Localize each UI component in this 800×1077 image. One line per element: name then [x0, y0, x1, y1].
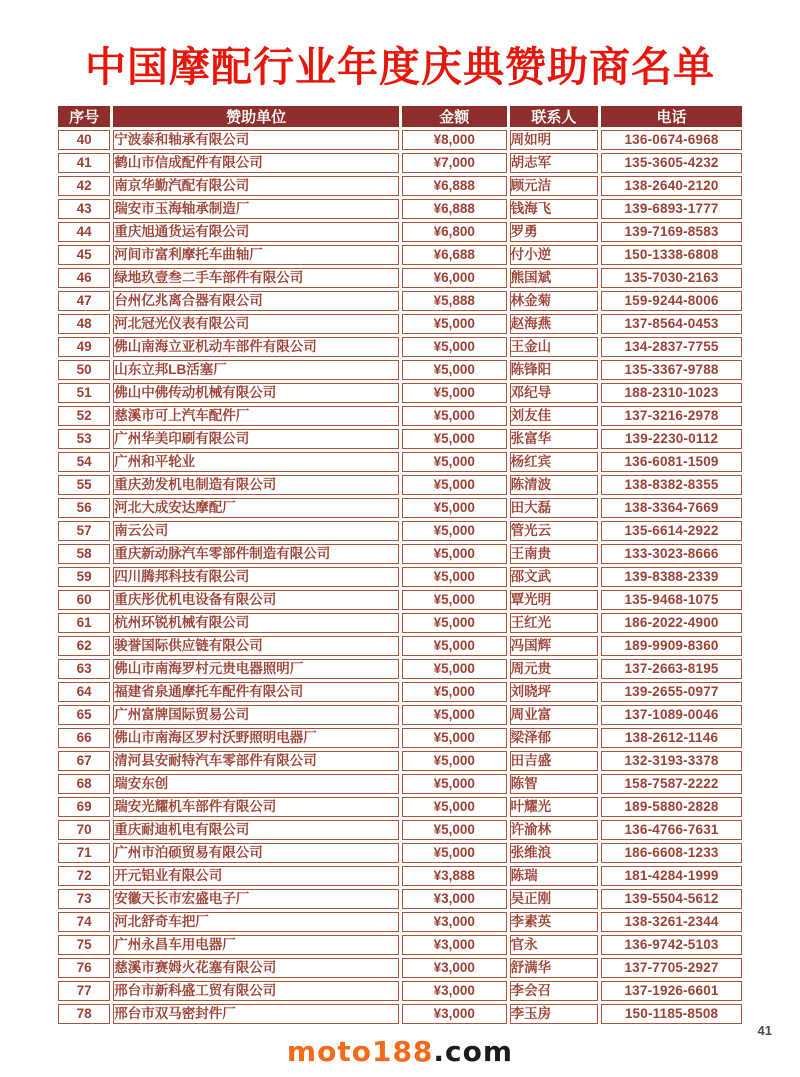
cell-contact: 叶耀光: [510, 797, 599, 817]
cell-company: 河北舒奇车把厂: [113, 912, 399, 932]
cell-company: 绿地玖壹叁二手车部件有限公司: [113, 268, 399, 288]
cell-amount: ¥3,000: [402, 935, 507, 955]
cell-phone: 137-2663-8195: [601, 659, 742, 679]
cell-contact: 罗勇: [510, 222, 599, 242]
cell-company: 慈溪市可上汽车配件厂: [113, 406, 399, 426]
sponsor-table: [55, 103, 745, 1027]
table-row: [58, 222, 742, 242]
cell-serial: 63: [58, 659, 110, 679]
cell-contact: 李玉房: [510, 1004, 599, 1024]
cell-phone: 139-2230-0112: [601, 429, 742, 449]
table-row: [58, 981, 742, 1001]
cell-amount: ¥6,888: [402, 176, 507, 196]
cell-amount: ¥5,000: [402, 406, 507, 426]
cell-amount: ¥5,000: [402, 820, 507, 840]
cell-company: 慈溪市赛姆火花塞有限公司: [113, 958, 399, 978]
cell-phone: 137-1926-6601: [601, 981, 742, 1001]
cell-contact: 周业富: [510, 705, 599, 725]
cell-company: 佛山市南海罗村元贵电器照明厂: [113, 659, 399, 679]
cell-contact: 李素英: [510, 912, 599, 932]
col-header-phone: 电话: [601, 106, 742, 127]
table-row: [58, 774, 742, 794]
cell-phone: 150-1185-8508: [601, 1004, 742, 1024]
table-row: [58, 429, 742, 449]
cell-phone: 181-4284-1999: [601, 866, 742, 886]
col-header-serial: 序号: [58, 106, 110, 127]
cell-amount: ¥5,000: [402, 314, 507, 334]
cell-contact: 熊国斌: [510, 268, 599, 288]
table-row: [58, 337, 742, 357]
cell-company: 重庆新动脉汽车零部件制造有限公司: [113, 544, 399, 564]
table-row: [58, 475, 742, 495]
cell-contact: 王金山: [510, 337, 599, 357]
cell-amount: ¥5,000: [402, 659, 507, 679]
cell-amount: ¥5,000: [402, 337, 507, 357]
cell-contact: 陈清波: [510, 475, 599, 495]
cell-amount: ¥5,000: [402, 613, 507, 633]
cell-company: 广州华美印刷有限公司: [113, 429, 399, 449]
cell-phone: 139-2655-0977: [601, 682, 742, 702]
cell-contact: 刘友佳: [510, 406, 599, 426]
cell-serial: 58: [58, 544, 110, 564]
cell-company: 瑞安东创: [113, 774, 399, 794]
cell-amount: ¥5,888: [402, 291, 507, 311]
cell-company: 杭州环锐机械有限公司: [113, 613, 399, 633]
cell-phone: 189-9909-8360: [601, 636, 742, 656]
cell-serial: 71: [58, 843, 110, 863]
cell-serial: 67: [58, 751, 110, 771]
cell-amount: ¥3,000: [402, 889, 507, 909]
cell-phone: 135-7030-2163: [601, 268, 742, 288]
cell-company: 河北冠光仪表有限公司: [113, 314, 399, 334]
cell-serial: 57: [58, 521, 110, 541]
table-row: [58, 452, 742, 472]
cell-phone: 150-1338-6808: [601, 245, 742, 265]
cell-serial: 65: [58, 705, 110, 725]
cell-phone: 136-6081-1509: [601, 452, 742, 472]
cell-company: 宁波泰和轴承有限公司: [113, 130, 399, 150]
cell-contact: 王南贵: [510, 544, 599, 564]
cell-amount: ¥3,000: [402, 912, 507, 932]
cell-amount: ¥5,000: [402, 383, 507, 403]
cell-company: 广州市泊硕贸易有限公司: [113, 843, 399, 863]
cell-amount: ¥5,000: [402, 498, 507, 518]
table-row: [58, 636, 742, 656]
cell-serial: 47: [58, 291, 110, 311]
cell-phone: 159-9244-8006: [601, 291, 742, 311]
cell-company: 重庆耐迪机电有限公司: [113, 820, 399, 840]
cell-contact: 田吉盛: [510, 751, 599, 771]
cell-phone: 138-3261-2344: [601, 912, 742, 932]
cell-contact: 刘晓坪: [510, 682, 599, 702]
cell-company: 邢台市双马密封件厂: [113, 1004, 399, 1024]
cell-contact: 钱海飞: [510, 199, 599, 219]
cell-company: 骏誉国际供应链有限公司: [113, 636, 399, 656]
cell-serial: 66: [58, 728, 110, 748]
cell-contact: 胡志军: [510, 153, 599, 173]
col-header-contact: 联系人: [510, 106, 599, 127]
table-row: [58, 176, 742, 196]
cell-contact: 付小逆: [510, 245, 599, 265]
cell-contact: 顾元洁: [510, 176, 599, 196]
site-name-black: .com: [433, 1035, 514, 1068]
cell-company: 重庆彤优机电设备有限公司: [113, 590, 399, 610]
cell-company: 河北大成安达摩配厂: [113, 498, 399, 518]
cell-contact: 许渝林: [510, 820, 599, 840]
cell-serial: 70: [58, 820, 110, 840]
cell-serial: 76: [58, 958, 110, 978]
table-row: [58, 590, 742, 610]
cell-phone: 136-4766-7631: [601, 820, 742, 840]
table-header-row: [58, 106, 742, 127]
cell-serial: 73: [58, 889, 110, 909]
cell-phone: 135-6614-2922: [601, 521, 742, 541]
cell-amount: ¥5,000: [402, 797, 507, 817]
cell-amount: ¥6,800: [402, 222, 507, 242]
cell-company: 南京华勤汽配有限公司: [113, 176, 399, 196]
cell-serial: 44: [58, 222, 110, 242]
cell-amount: ¥3,000: [402, 1004, 507, 1024]
cell-company: 福建省泉通摩托车配件有限公司: [113, 682, 399, 702]
cell-serial: 69: [58, 797, 110, 817]
cell-phone: 186-2022-4900: [601, 613, 742, 633]
cell-contact: 林金菊: [510, 291, 599, 311]
cell-contact: 杨红宾: [510, 452, 599, 472]
cell-amount: ¥5,000: [402, 360, 507, 380]
cell-contact: 覃光明: [510, 590, 599, 610]
cell-serial: 52: [58, 406, 110, 426]
cell-contact: 官永: [510, 935, 599, 955]
table-row: [58, 521, 742, 541]
cell-amount: ¥5,000: [402, 682, 507, 702]
cell-company: 佛山中佛传动机械有限公司: [113, 383, 399, 403]
table-row: [58, 360, 742, 380]
cell-company: 南云公司: [113, 521, 399, 541]
table-row: [58, 935, 742, 955]
cell-amount: ¥5,000: [402, 636, 507, 656]
cell-company: 清河县安耐特汽车零部件有限公司: [113, 751, 399, 771]
cell-phone: 135-3367-9788: [601, 360, 742, 380]
cell-amount: ¥5,000: [402, 521, 507, 541]
cell-serial: 75: [58, 935, 110, 955]
table-row: [58, 820, 742, 840]
cell-contact: 陈锋阳: [510, 360, 599, 380]
cell-contact: 王红光: [510, 613, 599, 633]
cell-amount: ¥5,000: [402, 751, 507, 771]
cell-phone: 133-3023-8666: [601, 544, 742, 564]
cell-serial: 53: [58, 429, 110, 449]
cell-serial: 55: [58, 475, 110, 495]
cell-serial: 60: [58, 590, 110, 610]
cell-phone: 188-2310-1023: [601, 383, 742, 403]
table-row: [58, 314, 742, 334]
table-body: [58, 130, 742, 1024]
table-row: [58, 728, 742, 748]
cell-amount: ¥5,000: [402, 590, 507, 610]
cell-company: 开元铝业有限公司: [113, 866, 399, 886]
cell-serial: 64: [58, 682, 110, 702]
cell-serial: 45: [58, 245, 110, 265]
cell-company: 邢台市新科盛工贸有限公司: [113, 981, 399, 1001]
page-number: 41: [757, 1023, 772, 1038]
table-row: [58, 866, 742, 886]
table-row: [58, 958, 742, 978]
table-row: [58, 383, 742, 403]
table-row: [58, 498, 742, 518]
cell-phone: 138-2612-1146: [601, 728, 742, 748]
cell-contact: 周如明: [510, 130, 599, 150]
cell-amount: ¥5,000: [402, 843, 507, 863]
cell-phone: 137-8564-0453: [601, 314, 742, 334]
cell-company: 广州和平轮业: [113, 452, 399, 472]
cell-company: 安徽天长市宏盛电子厂: [113, 889, 399, 909]
cell-phone: 134-2837-7755: [601, 337, 742, 357]
cell-amount: ¥6,888: [402, 199, 507, 219]
cell-contact: 田大磊: [510, 498, 599, 518]
table-row: [58, 843, 742, 863]
cell-serial: 43: [58, 199, 110, 219]
footer: [0, 1035, 800, 1068]
table-row: [58, 268, 742, 288]
table-row: [58, 153, 742, 173]
cell-phone: 135-9468-1075: [601, 590, 742, 610]
table-row: [58, 291, 742, 311]
cell-contact: 赵海燕: [510, 314, 599, 334]
cell-contact: 周元贵: [510, 659, 599, 679]
cell-serial: 40: [58, 130, 110, 150]
cell-amount: ¥8,000: [402, 130, 507, 150]
cell-serial: 46: [58, 268, 110, 288]
cell-serial: 49: [58, 337, 110, 357]
cell-phone: 158-7587-2222: [601, 774, 742, 794]
table-row: [58, 406, 742, 426]
cell-serial: 56: [58, 498, 110, 518]
table-row: [58, 797, 742, 817]
cell-serial: 48: [58, 314, 110, 334]
cell-phone: 132-3193-3378: [601, 751, 742, 771]
cell-serial: 51: [58, 383, 110, 403]
cell-company: 广州永昌车用电器厂: [113, 935, 399, 955]
cell-phone: 139-6893-1777: [601, 199, 742, 219]
cell-phone: 139-5504-5612: [601, 889, 742, 909]
cell-contact: 张维浪: [510, 843, 599, 863]
cell-company: 鹤山市信成配件有限公司: [113, 153, 399, 173]
table-row: [58, 751, 742, 771]
cell-contact: 邵文武: [510, 567, 599, 587]
cell-amount: ¥3,000: [402, 958, 507, 978]
cell-amount: ¥5,000: [402, 475, 507, 495]
cell-amount: ¥5,000: [402, 429, 507, 449]
cell-phone: 138-8382-8355: [601, 475, 742, 495]
cell-phone: 138-2640-2120: [601, 176, 742, 196]
cell-contact: 冯国辉: [510, 636, 599, 656]
cell-contact: 李会召: [510, 981, 599, 1001]
cell-phone: 137-1089-0046: [601, 705, 742, 725]
table-row: [58, 705, 742, 725]
cell-company: 瑞安市玉海轴承制造厂: [113, 199, 399, 219]
page-title: 中国摩配行业年度庆典赞助商名单: [85, 44, 715, 90]
cell-serial: 72: [58, 866, 110, 886]
table-row: [58, 682, 742, 702]
cell-amount: ¥5,000: [402, 705, 507, 725]
cell-company: 河间市富利摩托车曲轴厂: [113, 245, 399, 265]
cell-phone: 136-0674-6968: [601, 130, 742, 150]
cell-serial: 54: [58, 452, 110, 472]
cell-phone: 138-3364-7669: [601, 498, 742, 518]
table-row: [58, 889, 742, 909]
cell-company: 重庆旭通货运有限公司: [113, 222, 399, 242]
cell-contact: 邓纪导: [510, 383, 599, 403]
cell-amount: ¥3,000: [402, 981, 507, 1001]
table-row: [58, 130, 742, 150]
cell-amount: ¥5,000: [402, 544, 507, 564]
cell-phone: 137-7705-2927: [601, 958, 742, 978]
cell-serial: 77: [58, 981, 110, 1001]
cell-serial: 78: [58, 1004, 110, 1024]
cell-contact: 梁泽郁: [510, 728, 599, 748]
cell-amount: ¥5,000: [402, 567, 507, 587]
cell-phone: 139-7169-8583: [601, 222, 742, 242]
table-row: [58, 199, 742, 219]
col-header-company: 赞助单位: [113, 106, 399, 127]
table-row: [58, 659, 742, 679]
cell-amount: ¥6,688: [402, 245, 507, 265]
cell-company: 广州富牌国际贸易公司: [113, 705, 399, 725]
cell-company: 佛山市南海区罗村沃野照明电器厂: [113, 728, 399, 748]
cell-company: 山东立邦LB活塞厂: [113, 360, 399, 380]
cell-phone: 136-9742-5103: [601, 935, 742, 955]
cell-amount: ¥6,000: [402, 268, 507, 288]
cell-serial: 59: [58, 567, 110, 587]
cell-contact: 管光云: [510, 521, 599, 541]
cell-phone: 139-8388-2339: [601, 567, 742, 587]
cell-contact: 张富华: [510, 429, 599, 449]
cell-phone: 186-6608-1233: [601, 843, 742, 863]
cell-serial: 74: [58, 912, 110, 932]
cell-company: 佛山南海立亚机动车部件有限公司: [113, 337, 399, 357]
table-row: [58, 1004, 742, 1024]
cell-serial: 68: [58, 774, 110, 794]
cell-amount: ¥3,888: [402, 866, 507, 886]
cell-serial: 61: [58, 613, 110, 633]
cell-contact: 陈智: [510, 774, 599, 794]
table-row: [58, 567, 742, 587]
col-header-amount: 金额: [402, 106, 507, 127]
cell-phone: 137-3216-2978: [601, 406, 742, 426]
cell-phone: 189-5880-2828: [601, 797, 742, 817]
table-row: [58, 245, 742, 265]
cell-contact: 舒满华: [510, 958, 599, 978]
cell-serial: 41: [58, 153, 110, 173]
cell-amount: ¥5,000: [402, 452, 507, 472]
cell-company: 台州亿兆离合器有限公司: [113, 291, 399, 311]
cell-company: 重庆劲发机电制造有限公司: [113, 475, 399, 495]
cell-contact: 陈瑞: [510, 866, 599, 886]
cell-company: 四川腾邦科技有限公司: [113, 567, 399, 587]
table-row: [58, 912, 742, 932]
cell-serial: 42: [58, 176, 110, 196]
table-row: [58, 613, 742, 633]
cell-amount: ¥7,000: [402, 153, 507, 173]
site-name-orange: moto188: [286, 1035, 434, 1068]
cell-phone: 135-3605-4232: [601, 153, 742, 173]
cell-contact: 吴正刚: [510, 889, 599, 909]
table-row: [58, 544, 742, 564]
cell-serial: 50: [58, 360, 110, 380]
cell-amount: ¥5,000: [402, 774, 507, 794]
cell-amount: ¥5,000: [402, 728, 507, 748]
cell-company: 瑞安光耀机车部件有限公司: [113, 797, 399, 817]
cell-serial: 62: [58, 636, 110, 656]
